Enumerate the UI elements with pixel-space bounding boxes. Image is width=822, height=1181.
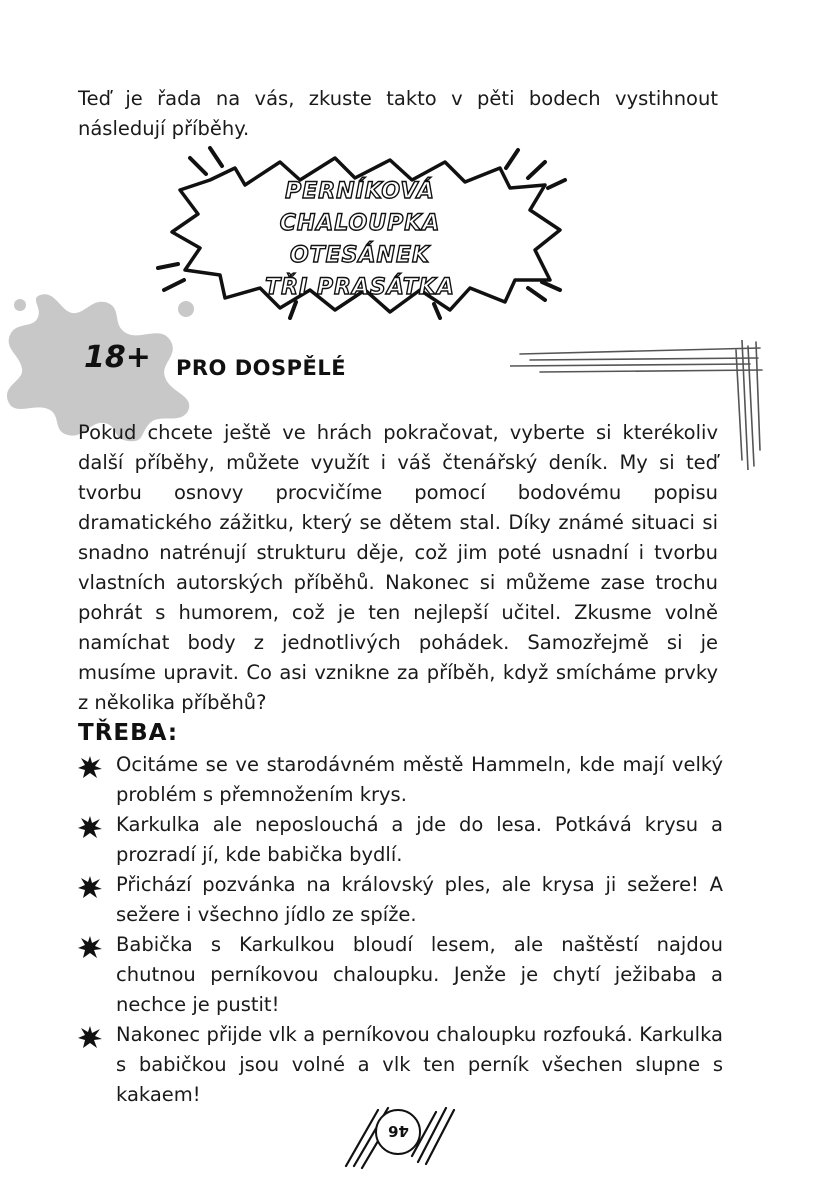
list-item bbox=[78, 810, 723, 870]
list-item-text: Nakonec přijde vlk a perníkovou chaloupku rozfouká. Karkulka s babičkou jsou volné a vlk ten perník všechen slupne s kakaem! bbox=[116, 1023, 723, 1106]
star-burst-icon bbox=[78, 1025, 102, 1049]
list-item bbox=[78, 930, 723, 1020]
example-list bbox=[78, 750, 723, 1110]
list-item bbox=[78, 1020, 723, 1110]
burst-title-3: TŘI PRASÁTKA bbox=[265, 275, 455, 300]
list-item bbox=[78, 750, 723, 810]
star-burst-icon bbox=[78, 755, 102, 779]
adult-paragraph: Pokud chcete ještě ve hrách pokračovat, vyberte si kterékoliv další příběhy, můžete využít i váš čtenářský deník. My si teď tvorbu osnovy procvičíme pomocí bodovému popisu dramatického zážitku, který se dětem stal. Díky známé situaci si snadno natrénují strukturu děje, což jim poté usnadní i tvorbu vlastních autorských příběhů. Nakonec si můžeme zase trochu pohrát s humorem, což je ten nejlepší učitel. Zkusme volně namíchat body z jednotlivých pohádek. Samozřejmě si je musíme upravit. Co asi vznikne za příběh, když smícháme prvky z několika příběhů? bbox=[78, 421, 718, 714]
example-heading: TŘEBA: bbox=[78, 720, 179, 746]
list-item-text: Přichází pozvánka na královský ples, ale krysa ji sežere! A sežere i všechno jídlo ze spíže. bbox=[116, 873, 723, 926]
list-item-text: Karkulka ale neposlouchá a jde do lesa. Potkává krysu a prozradí jí, kde babička bydlí. bbox=[116, 813, 723, 866]
star-burst-icon bbox=[78, 935, 102, 959]
star-burst-icon bbox=[78, 815, 102, 839]
burst-title-2: OTESÁNEK bbox=[289, 243, 431, 268]
star-burst-icon bbox=[78, 875, 102, 899]
age-badge: 18+ bbox=[84, 340, 151, 375]
list-item bbox=[78, 870, 723, 930]
list-item-text: Ocitáme se ve starodávném městě Hammeln, kde mají velký problém s přemnožením krys. bbox=[116, 753, 723, 806]
list-item-text: Babička s Karkulkou bloudí lesem, ale naštěstí najdou chutnou perníkovou chaloupku. Jenže je chytí ježibaba a nechce je pustit! bbox=[116, 933, 723, 1016]
burst-title-1: PERNÍKOVÁ CHALOUPKA bbox=[279, 179, 441, 236]
intro-paragraph: Teď je řada na vás, zkuste takto v pěti bodech vystihnout následují příběhy. bbox=[78, 87, 718, 140]
section-heading: PRO DOSPĚLÉ bbox=[176, 356, 347, 380]
page-number: 46 bbox=[388, 1122, 409, 1140]
burst-titles bbox=[210, 176, 510, 304]
